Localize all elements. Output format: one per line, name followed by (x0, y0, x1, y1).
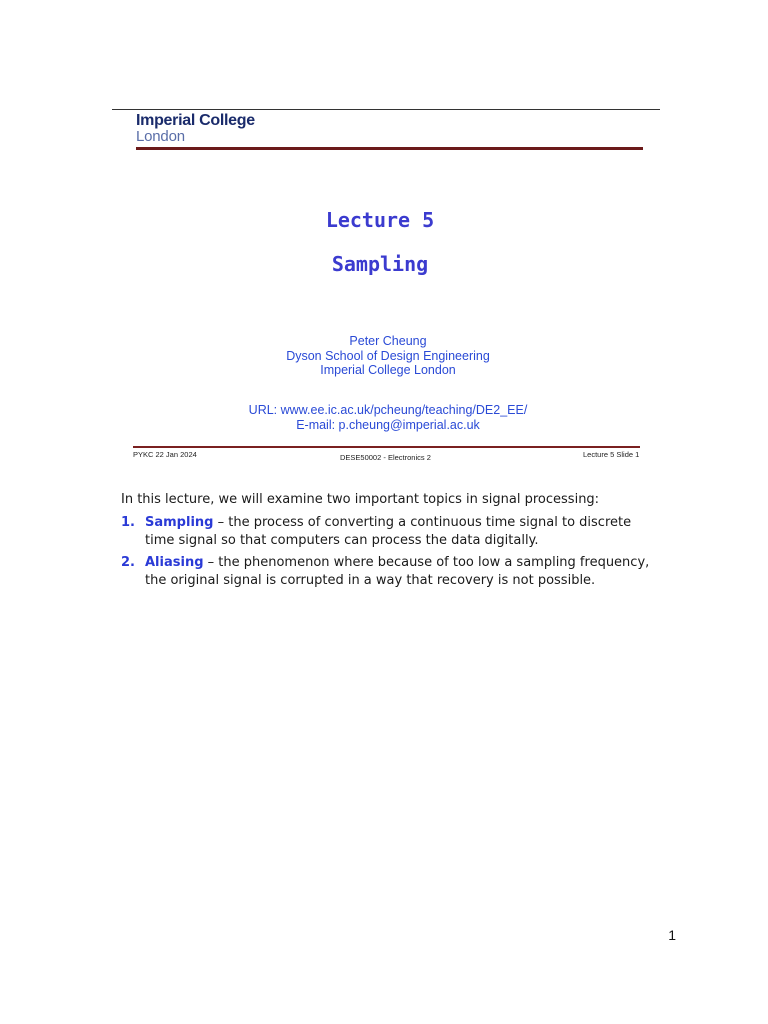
list-text: – the process of converting a continuous time signal to discrete time signal so that computers can process the data digitally. (145, 515, 632, 548)
footer-left: PYKC 22 Jan 2024 (133, 450, 197, 459)
author-email: E-mail: p.cheung@imperial.ac.uk (296, 417, 480, 432)
author-block (180, 334, 596, 378)
list-item (121, 514, 651, 550)
author-institution: Imperial College London (320, 363, 456, 377)
list-text: – the phenomenon where because of too low a sampling frequency, the original signal is corrupted in a way that recovery is not possible. (145, 555, 650, 588)
logo-line-1: Imperial College (136, 112, 255, 129)
list-number: 1. (121, 515, 135, 530)
logo-line-2: London (136, 128, 185, 145)
footer-rule (133, 446, 640, 448)
intro-paragraph: In this lecture, we will examine two important topics in signal processing: (121, 492, 600, 507)
author-department: Dyson School of Design Engineering (286, 348, 490, 363)
lecture-number: Lecture 5 (325, 208, 435, 232)
imperial-college-logo (136, 113, 255, 145)
lecture-topic: Sampling (331, 252, 429, 276)
list-number: 2. (121, 555, 135, 570)
page-number: 1 (668, 927, 676, 943)
footer-right: Lecture 5 Slide 1 (583, 450, 640, 459)
top-rule (112, 109, 660, 110)
footer-center: DESE50002 - Electronics 2 (340, 453, 431, 462)
author-name: Peter Cheung (349, 334, 427, 348)
contact-block (180, 403, 596, 432)
list-term: Aliasing (145, 555, 204, 570)
brand-bar (136, 147, 643, 150)
topic-list (121, 514, 651, 594)
list-term: Sampling (145, 515, 214, 530)
list-item (121, 554, 651, 590)
course-url: URL: www.ee.ic.ac.uk/pcheung/teaching/DE2_EE/ (248, 403, 528, 417)
